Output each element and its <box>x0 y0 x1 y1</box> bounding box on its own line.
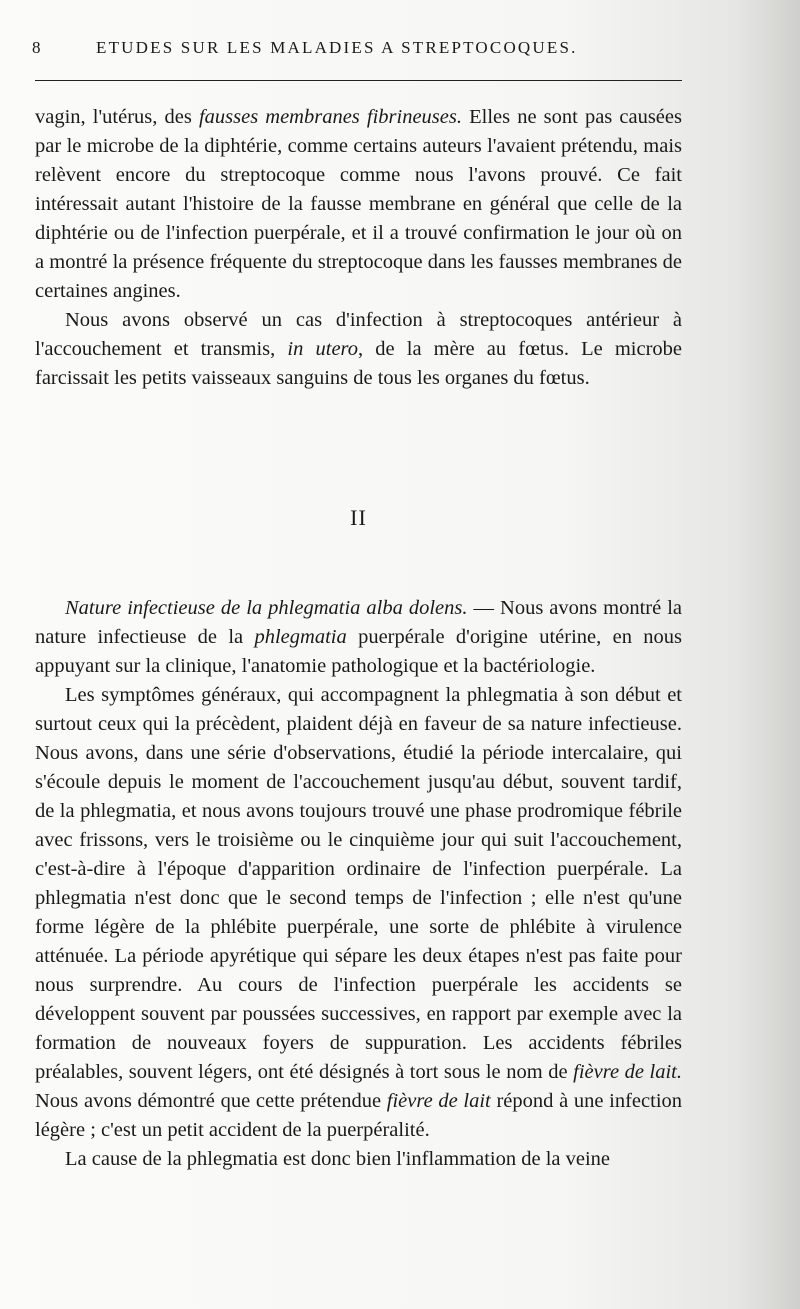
text-run: Les symptômes généraux, qui accompagnent la phlegmatia à son début et surtout ceux qui la précèdent, plaident déjà en faveur de sa nature infectieuse. Nous avons, dans une série d'observations, étudié la période intercalaire, qui s'écoule depuis le moment de l'accouchement jusqu'au début, souvent tardif, de la phlegmatia, et nous avons toujours trouvé une phase prodromique fébrile avec frissons, vers le troisième ou le cinquième jour qui suit l'accouchement, c'est-à-dire à l'époque d'apparition ordinaire de l'infection puerpérale. La phlegmatia n'est donc que le second temps de l'infection ; elle n'est qu'une forme légère de la phlébite puerpérale, une sorte de phlébite à virulence atténuée. La période apyrétique qui sépare les deux étapes n'est pas faite pour nous surprendre. Au cours de l'infection puerpérale les accidents se développent souvent par poussées successives, en rapport par exemple avec la formation de nouveaux foyers de suppuration. Les accidents fébriles préalables, souvent légers, ont été désignés à tort sous le nom de <box>35 684 682 1083</box>
page-body <box>35 103 682 1174</box>
section-number: II <box>350 505 367 530</box>
spacer <box>35 532 682 594</box>
text-run: puerpérale d'origine utérine, en nous appuyant sur la clinique, l'anatomie pathologique et la bactériologie. <box>35 626 683 677</box>
text-run: La cause de la phlegmatia est donc bien l'inflammation de la veine <box>65 1148 611 1170</box>
spacer <box>35 393 682 503</box>
continued-paragraph <box>35 103 682 306</box>
section-heading: Nature infectieuse de la phlegmatia alba dolens. <box>65 597 468 619</box>
text-run: Nous avons observé un cas d'infection à streptocoques antérieur à l'accouchement et transmis, <box>35 309 682 360</box>
text-run: répond à une infection légère ; c'est un petit accident de la puerpéralité. <box>35 1090 683 1141</box>
italic-run: in utero <box>287 338 359 360</box>
text-run: Nous avons démontré que cette prétendue <box>35 1090 387 1112</box>
text-run: vagin, l'utérus, des <box>35 106 199 128</box>
section-heading-paragraph <box>35 594 682 681</box>
text-run: Elles ne sont pas causées par le microbe de la diphtérie, comme certains auteurs l'avaient prétendu, mais relèvent encore du streptocoque comme nous l'avons prouvé. Ce fait intéressait autant l'histoire de la fausse membrane en général que celle de la diphtérie ou de l'infection puerpérale, et il a trouvé confirmation le jour où on a montré la présence fréquente du streptocoque dans les fausses membranes de certaines angines. <box>35 106 682 302</box>
paragraph-fetal-infection <box>35 306 682 393</box>
page-header <box>32 36 682 66</box>
text-run: — Nous avons montré la nature infectieuse de la <box>35 597 682 648</box>
paragraph-symptoms <box>35 681 682 1145</box>
header-rule <box>35 80 682 81</box>
italic-run: phlegmatia <box>254 626 347 648</box>
running-title: ETUDES SUR LES MALADIES A STREPTOCOQUES. <box>96 38 578 57</box>
paragraph-cause <box>35 1145 682 1174</box>
page-number: 8 <box>32 38 43 57</box>
italic-run: fièvre de lait <box>386 1090 491 1112</box>
italic-run: fièvre de lait. <box>573 1061 682 1083</box>
italic-run: fausses membranes fibrineuses. <box>198 106 462 128</box>
text-run: , de la mère au fœtus. Le microbe farcissait les petits vaisseaux sanguins de tous les organes du fœtus. <box>35 338 682 389</box>
